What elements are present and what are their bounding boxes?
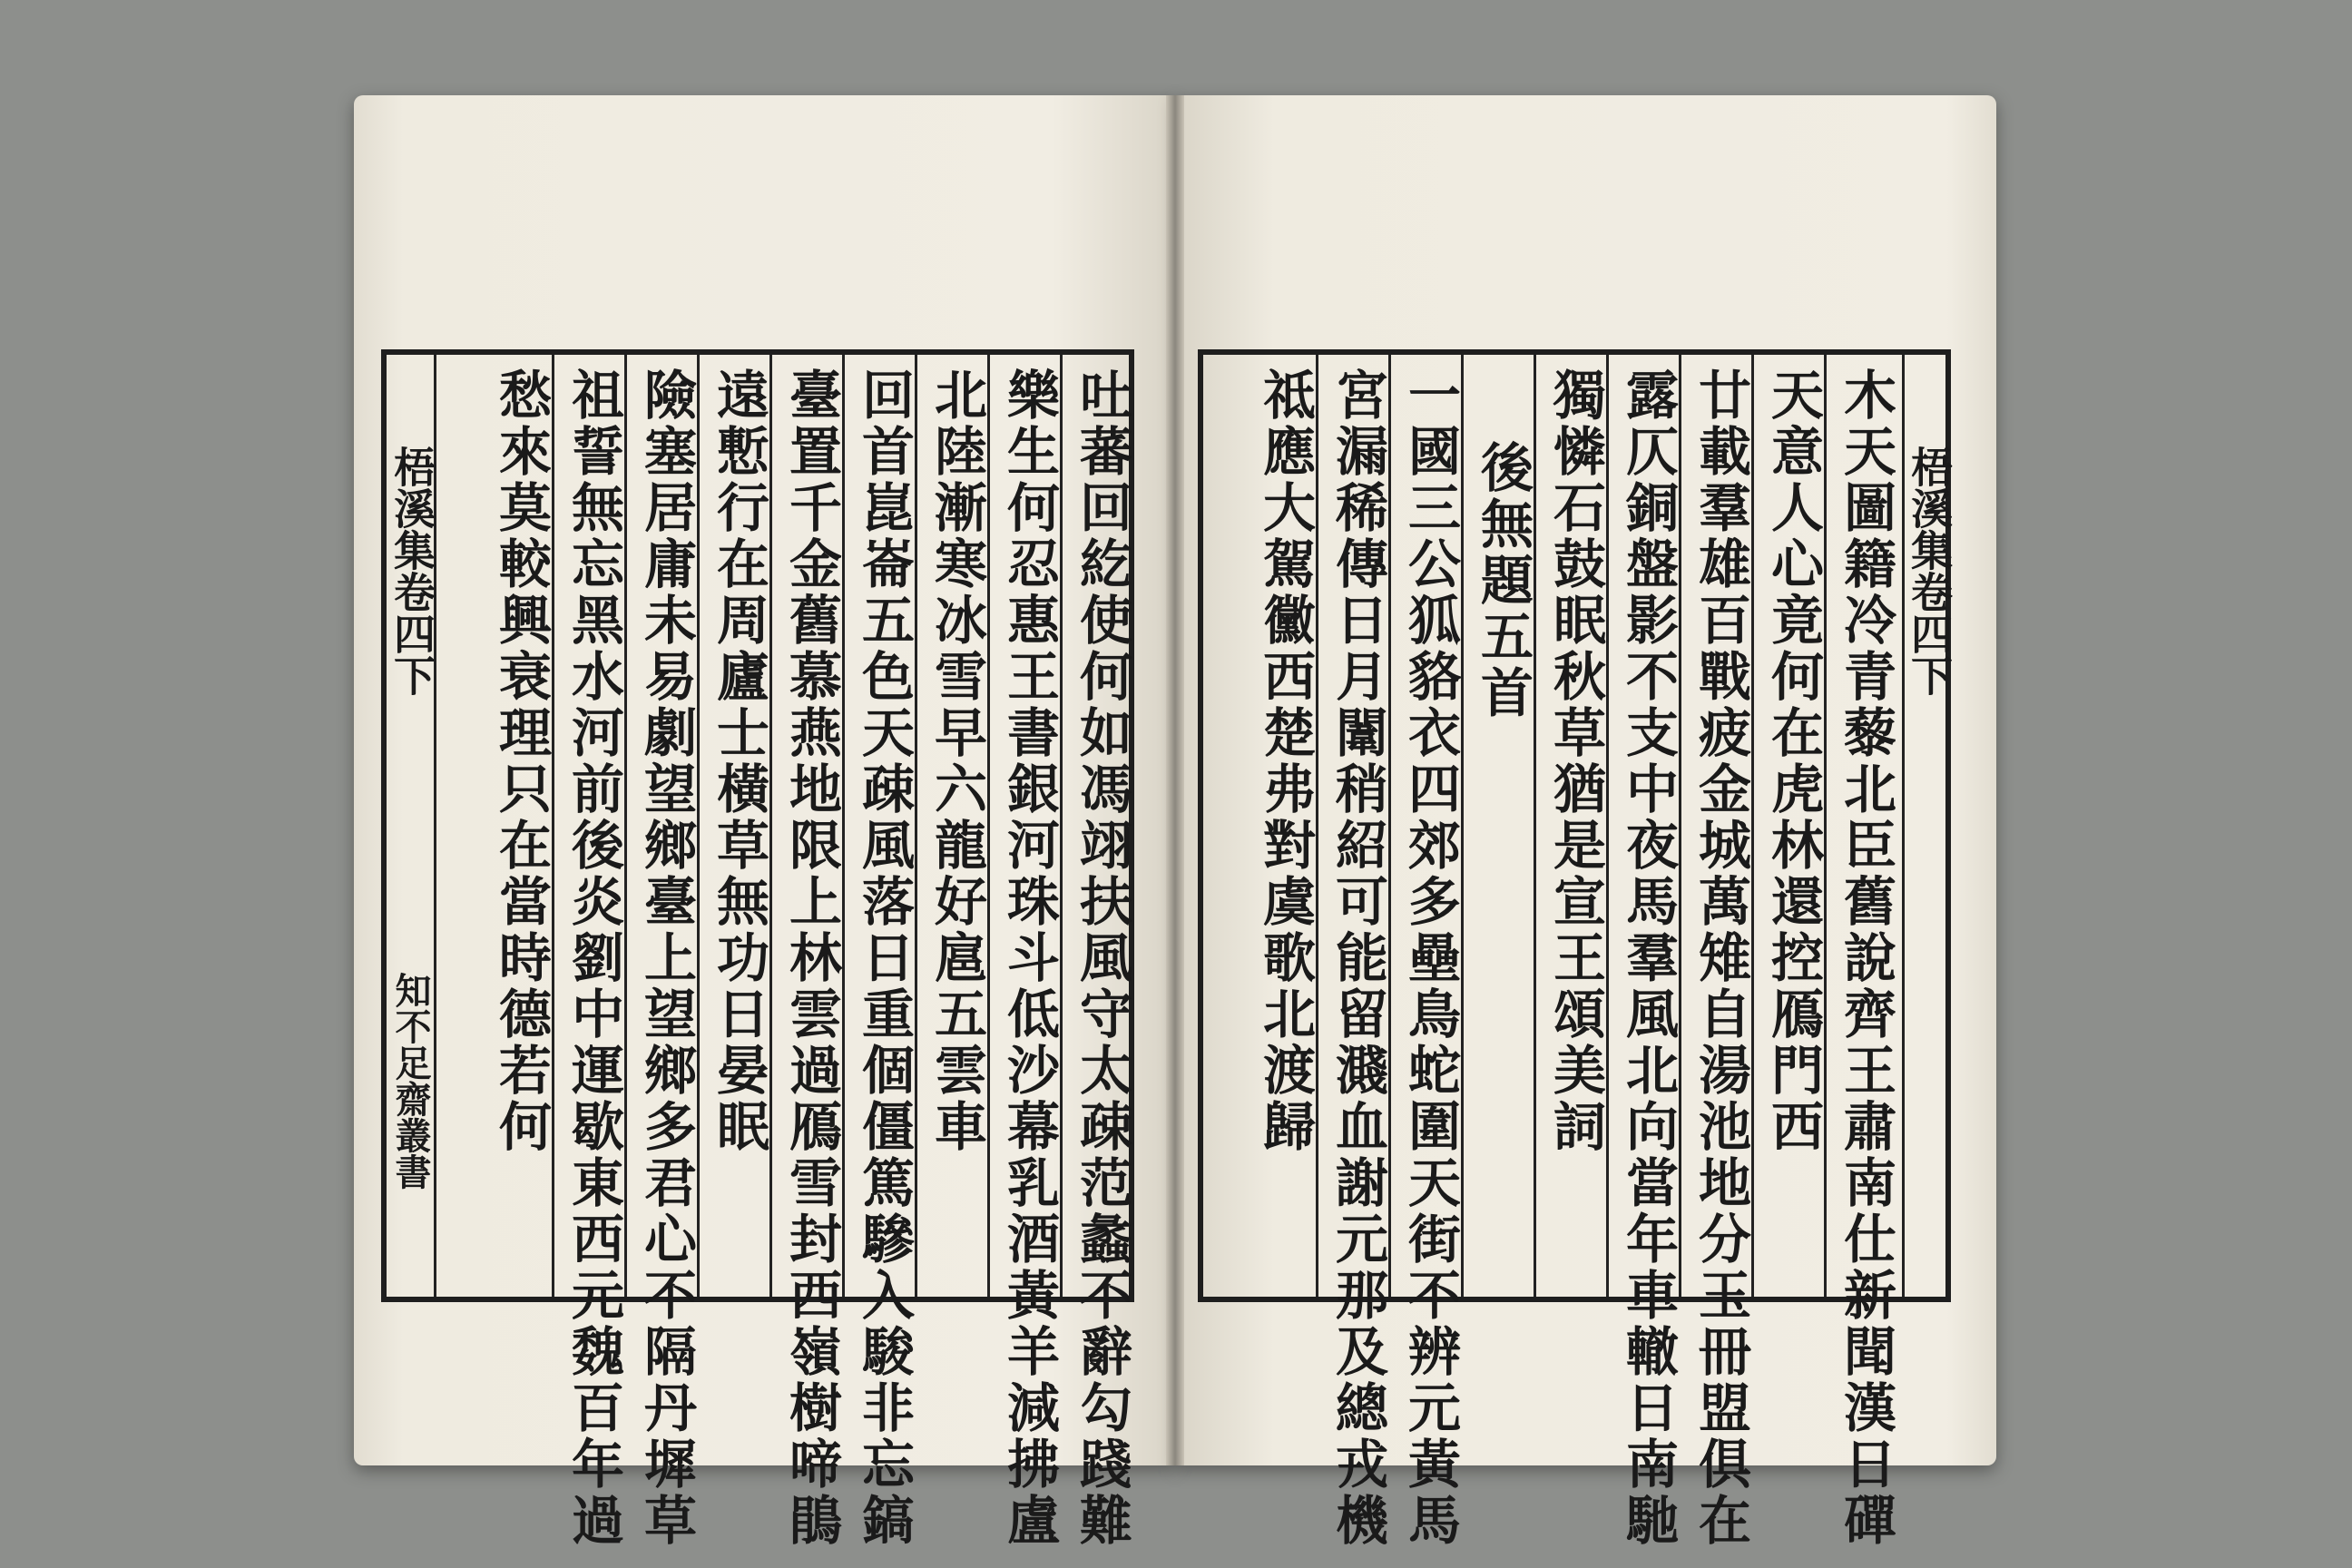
text-column: 木天圖籍冷青藜北臣舊說齊王肅南仕新聞漢日磾 — [1835, 368, 1896, 1549]
text-column: 險塞居庸未易劇望鄉臺上望鄉多君心不隔丹墀草 — [635, 368, 697, 1549]
left-text-frame — [381, 349, 1134, 1549]
text-column: 露仄銅盤影不支中夜馬羣風北向當年車轍日南馳 — [1617, 368, 1679, 1549]
text-column: 樂生何忍惠王書銀河珠斗低沙幕乳酒黃羊減拂盧 — [998, 368, 1060, 1549]
open-book — [354, 95, 1996, 1549]
text-column: 天意人心竟何在虎林還控鴈門西 — [1762, 368, 1824, 1155]
text-column: 一國三公狐貉衣四郊多壘鳥蛇圍天街不辨元黃馬 — [1399, 368, 1461, 1549]
book-gutter — [1166, 95, 1184, 1465]
text-column: 臺置千金舊慕燕地限上林雲過鴈雪封西嶺樹啼鵑 — [780, 368, 842, 1549]
text-column: 祗應大駕黴西楚弗對虞歌北渡歸 — [1254, 368, 1316, 1155]
section-heading: 後無題五首 — [1472, 440, 1534, 721]
text-column: 吐蕃回紇使何如馮翊扶風守太疎范蠡不辭勾踐難 — [1071, 368, 1132, 1549]
text-column: 回首崑崙五色天疎風落日重個僵篤驂入駿非忘鎬 — [853, 368, 915, 1549]
margin-title: 梧溪集卷四下 — [1905, 446, 1954, 696]
text-column: 北陸漸寒冰雪早六龍好扈五雲車 — [926, 368, 987, 1155]
text-column: 宮漏稀傳日月闈稍紹可能留濺血謝元那及總戎機 — [1327, 368, 1388, 1549]
text-column: 廿載羣雄百戰疲金城萬雉自湯池地分玉冊盟俱在 — [1690, 368, 1751, 1549]
right-text-frame — [1198, 349, 1954, 1549]
right-page — [1175, 95, 1996, 1549]
left-page — [354, 95, 1175, 1549]
text-column: 祖誓無忘黑水河前後炎劉中運歇東西元魏百年過 — [563, 368, 624, 1549]
text-column: 愁來莫較興衰理只在當時德若何 — [490, 368, 552, 1155]
margin-title: 梧溪集卷四下 — [387, 446, 436, 696]
text-column: 遠慙行在周廬士橫草無功日晏眠 — [708, 368, 769, 1155]
text-column: 獨憐石鼓眠秋草猶是宣王頌美詞 — [1544, 368, 1606, 1155]
colophon: 知不足齋叢書 — [389, 972, 432, 1190]
